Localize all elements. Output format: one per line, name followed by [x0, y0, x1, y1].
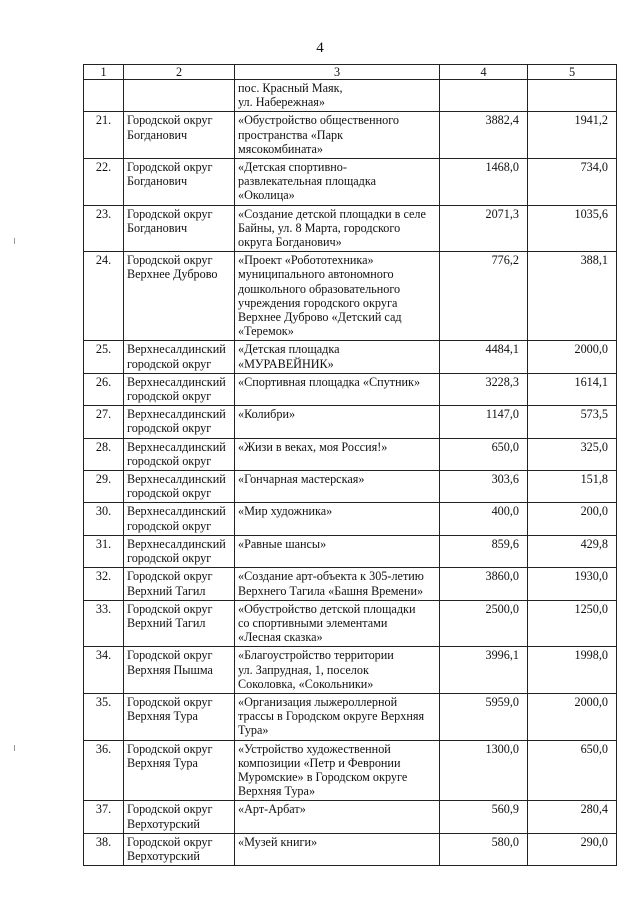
row-municipality: Городской округ Богданович: [124, 112, 235, 159]
row-municipality: Верхнесалдинский городской округ: [124, 406, 235, 438]
row-total: 1468,0: [440, 159, 528, 206]
row-municipality: [124, 80, 235, 112]
row-project: «Устройство художественной композиции «Петр и Февронии Муромские» в Городском округе Верхняя Тура»: [235, 740, 440, 801]
row-grant: 1250,0: [528, 600, 617, 647]
row-grant: 1614,1: [528, 373, 617, 405]
row-number: [84, 80, 124, 112]
scan-margin-mark-bottom: [14, 745, 15, 751]
row-number: 24.: [84, 252, 124, 341]
row-project: «Обустройство детской площадки со спортивными элементами «Лесная сказка»: [235, 600, 440, 647]
row-grant: [528, 80, 617, 112]
row-total: 2500,0: [440, 600, 528, 647]
table-row: [84, 693, 617, 740]
row-municipality: Верхнесалдинский городской округ: [124, 341, 235, 373]
row-grant: 650,0: [528, 740, 617, 801]
row-total: 2071,3: [440, 205, 528, 252]
row-municipality: Городской округ Верхний Тагил: [124, 568, 235, 600]
row-grant: 1998,0: [528, 647, 617, 694]
row-grant: 429,8: [528, 535, 617, 567]
row-project: «Музей книги»: [235, 833, 440, 865]
row-municipality: Городской округ Верхний Тагил: [124, 600, 235, 647]
row-project: «Гончарная мастерская»: [235, 471, 440, 503]
column-number-3: 3: [235, 65, 440, 80]
row-municipality: Городской округ Верхотурский: [124, 801, 235, 833]
row-project: «Спортивная площадка «Спутник»: [235, 373, 440, 405]
row-municipality: Верхнесалдинский городской округ: [124, 471, 235, 503]
row-grant: 2000,0: [528, 341, 617, 373]
table-row: [84, 503, 617, 535]
column-number-2: 2: [124, 65, 235, 80]
row-grant: 151,8: [528, 471, 617, 503]
row-municipality: Городской округ Верхняя Пышма: [124, 647, 235, 694]
row-grant: 573,5: [528, 406, 617, 438]
row-municipality: Городской округ Верхотурский: [124, 833, 235, 865]
continuation-row: [84, 80, 617, 112]
row-municipality: Верхнесалдинский городской округ: [124, 373, 235, 405]
row-grant: 325,0: [528, 438, 617, 470]
row-grant: 200,0: [528, 503, 617, 535]
row-total: 560,9: [440, 801, 528, 833]
row-number: 32.: [84, 568, 124, 600]
row-project: «Мир художника»: [235, 503, 440, 535]
table-row: [84, 373, 617, 405]
table-row: [84, 833, 617, 865]
row-number: 36.: [84, 740, 124, 801]
row-project: «Благоустройство территории ул. Запрудная, 1, поселок Соколовка, «Сокольники»: [235, 647, 440, 694]
row-project: «Колибри»: [235, 406, 440, 438]
row-project: «Организация лыжероллерной трассы в Городском округе Верхняя Тура»: [235, 693, 440, 740]
row-total: 650,0: [440, 438, 528, 470]
table-row: [84, 252, 617, 341]
row-project: «Обустройство общественного пространства «Парк мясокомбината»: [235, 112, 440, 159]
row-number: 34.: [84, 647, 124, 694]
table-row: [84, 341, 617, 373]
row-number: 28.: [84, 438, 124, 470]
row-number: 37.: [84, 801, 124, 833]
row-number: 25.: [84, 341, 124, 373]
table-row: [84, 112, 617, 159]
row-number: 23.: [84, 205, 124, 252]
row-number: 26.: [84, 373, 124, 405]
projects-table: [83, 64, 617, 866]
projects-table-body: [84, 65, 617, 866]
row-number: 29.: [84, 471, 124, 503]
row-municipality: Городской округ Богданович: [124, 159, 235, 206]
row-total: 3228,3: [440, 373, 528, 405]
row-number: 38.: [84, 833, 124, 865]
table-row: [84, 801, 617, 833]
row-total: 3882,4: [440, 112, 528, 159]
row-grant: 734,0: [528, 159, 617, 206]
row-municipality: Городской округ Богданович: [124, 205, 235, 252]
table-row: [84, 205, 617, 252]
row-number: 33.: [84, 600, 124, 647]
scan-margin-mark-top: [14, 238, 15, 244]
row-grant: 290,0: [528, 833, 617, 865]
row-project: «Равные шансы»: [235, 535, 440, 567]
row-project: «Детская спортивно- развлекательная площадка «Околица»: [235, 159, 440, 206]
row-municipality: Верхнесалдинский городской округ: [124, 438, 235, 470]
page-number: 4: [316, 40, 324, 56]
row-total: 3996,1: [440, 647, 528, 694]
row-total: [440, 80, 528, 112]
row-total: 5959,0: [440, 693, 528, 740]
row-project: «Создание арт-объекта к 305-летию Верхнего Тагила «Башня Времени»: [235, 568, 440, 600]
row-total: 1147,0: [440, 406, 528, 438]
table-row: [84, 740, 617, 801]
column-number-1: 1: [84, 65, 124, 80]
row-number: 27.: [84, 406, 124, 438]
table-row: [84, 471, 617, 503]
row-number: 30.: [84, 503, 124, 535]
row-municipality: Городской округ Верхняя Тура: [124, 740, 235, 801]
row-project: «Жизи в веках, моя Россия!»: [235, 438, 440, 470]
table-row: [84, 647, 617, 694]
table-row: [84, 406, 617, 438]
row-total: 859,6: [440, 535, 528, 567]
table-row: [84, 535, 617, 567]
table-row: [84, 600, 617, 647]
row-total: 580,0: [440, 833, 528, 865]
row-municipality: Верхнесалдинский городской округ: [124, 503, 235, 535]
row-grant: 1941,2: [528, 112, 617, 159]
row-municipality: Верхнесалдинский городской округ: [124, 535, 235, 567]
row-municipality: Городской округ Верхнее Дуброво: [124, 252, 235, 341]
row-total: 3860,0: [440, 568, 528, 600]
row-project: «Арт-Арбат»: [235, 801, 440, 833]
column-number-5: 5: [528, 65, 617, 80]
row-total: 1300,0: [440, 740, 528, 801]
row-total: 4484,1: [440, 341, 528, 373]
row-number: 35.: [84, 693, 124, 740]
row-project: «Создание детской площадки в селе Байны, ул. 8 Марта, городского округа Богданович»: [235, 205, 440, 252]
column-number-row: [84, 65, 617, 80]
row-total: 400,0: [440, 503, 528, 535]
row-grant: 1035,6: [528, 205, 617, 252]
table-row: [84, 159, 617, 206]
row-total: 303,6: [440, 471, 528, 503]
row-number: 22.: [84, 159, 124, 206]
row-total: 776,2: [440, 252, 528, 341]
row-project: «Проект «Робототехника» муниципального автономного дошкольного образовательного учреждения городского округа Верхнее Дуброво «Детский сад «Теремок»: [235, 252, 440, 341]
row-municipality: Городской округ Верхняя Тура: [124, 693, 235, 740]
row-project: «Детская площадка «МУРАВЕЙНИК»: [235, 341, 440, 373]
row-grant: 2000,0: [528, 693, 617, 740]
row-grant: 1930,0: [528, 568, 617, 600]
table-row: [84, 568, 617, 600]
row-project: пос. Красный Маяк, ул. Набережная»: [235, 80, 440, 112]
row-number: 31.: [84, 535, 124, 567]
row-grant: 388,1: [528, 252, 617, 341]
row-number: 21.: [84, 112, 124, 159]
table-row: [84, 438, 617, 470]
row-grant: 280,4: [528, 801, 617, 833]
column-number-4: 4: [440, 65, 528, 80]
